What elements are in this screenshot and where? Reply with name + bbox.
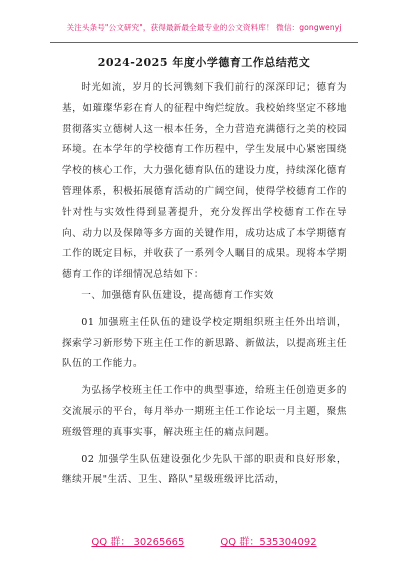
header-divider	[50, 42, 358, 43]
document-body	[62, 78, 347, 491]
section-heading: 一、加强德育队伍建设，提高德育工作实效	[81, 289, 274, 301]
document-title: 2024-2025 年度小学德育工作总结范文	[97, 56, 311, 69]
paragraph-intro: 时光如流，岁月的长河镌刻下我们前行的深深印记；德育为基，如璀璨华彩在育人的征程中绚烂绽放。我校始终坚定不移地贯彻落实立德树人这一根本任务，全力营造充满德行之美的校园环境。在本学年的学校德育工作历程中，学生发展中心紧密围绕学校的核心工作，大力强化德育队伍的建设力度，持续深化德育管理体系，积极拓展德育活动的广阔空间，使得学校德育工作的针对性与实效性得到显著提升，充分发挥出学校德育工作在导向、动力以及保障等多方面的关键作用，成功达成了本学期德育工作的既定目标，并收获了一系列令人瞩目的成果。现将本学期德育工作的详细情况总结如下：	[62, 82, 347, 281]
qq-group-link-2[interactable]: QQ 群：535304092	[220, 537, 317, 548]
header-notice: 关注头条号"公文研究"，获得最新最全最专业的公文资料库！ 微信：gongwenyj	[66, 23, 342, 32]
qq-group-link-1[interactable]: QQ 群： 30265665	[91, 537, 185, 548]
footer-contacts	[0, 533, 408, 548]
paragraph-forum: 为弘扬学校班主任工作中的典型事迹，给班主任创造更多的交流展示的平台，每月举办一期班主任工作论坛一月主题，聚焦班级管理的真事实事，解决班主任的痛点问题。	[62, 385, 347, 438]
paragraph-teacher-team: 01 加强班主任队伍的建设学校定期组织班主任外出培训，探索学习新形势下班主任工作的新思路、新做法，以提高班主任队伍的工作能力。	[62, 316, 347, 370]
paragraph-student-team: 02 加强学生队伍建设强化少先队干部的职责和良好形象，继续开展"生活、卫生、路队"星级班级评比活动，	[62, 453, 347, 486]
